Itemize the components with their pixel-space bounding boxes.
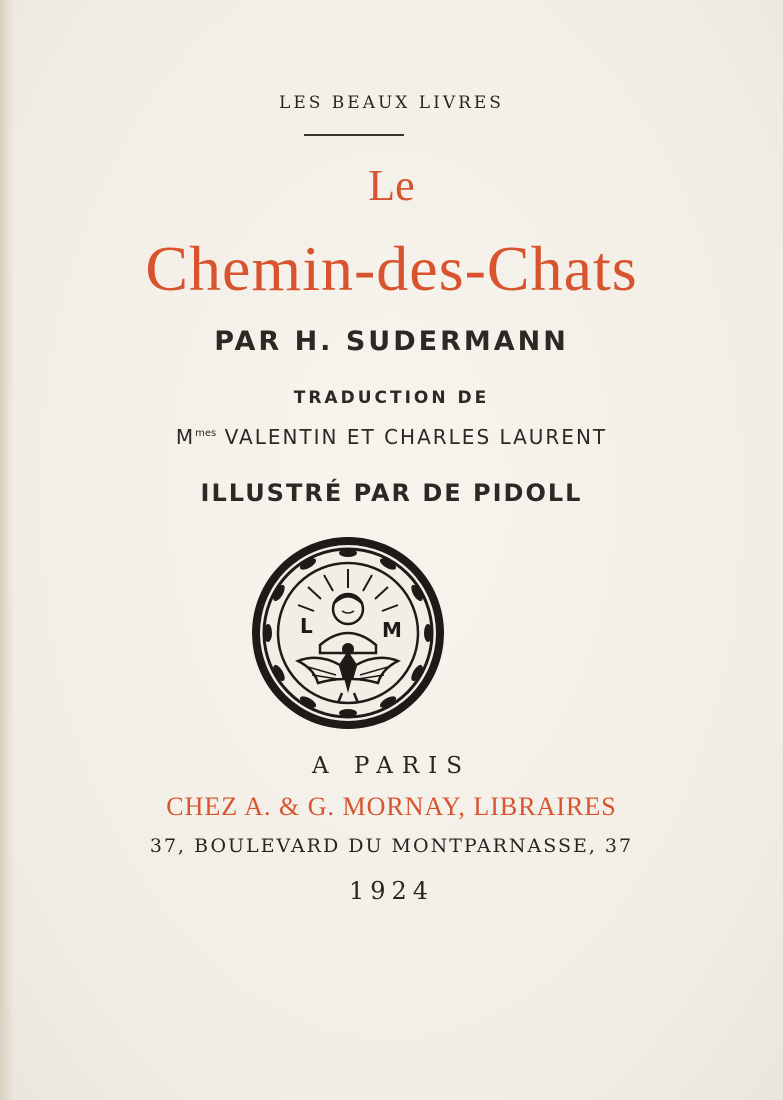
mark-letter-right: M xyxy=(382,618,402,642)
divider-rule xyxy=(304,134,404,136)
title-article: Le xyxy=(368,161,415,210)
translators-line xyxy=(0,425,783,449)
author-line: PAR H. SUDERMANN xyxy=(214,326,569,357)
publisher-mark-emblem xyxy=(248,533,448,733)
illustrator-line: ILLUSTRÉ PAR DE PIDOLL xyxy=(200,479,583,507)
address-line: 37, BOULEVARD DU MONTPARNASSE, 37 xyxy=(149,835,634,857)
book-title: Chemin-des-Chats xyxy=(145,233,638,304)
translators-prefix: M xyxy=(175,425,196,449)
series-name: LES BEAUX LIVRES xyxy=(279,93,504,113)
translators-prefix-sup: mes xyxy=(195,428,217,439)
publisher-line: CHEZ A. & G. MORNAY, LIBRAIRES xyxy=(166,792,617,821)
city-line: A PARIS xyxy=(311,753,472,779)
translation-label: TRADUCTION DE xyxy=(293,388,490,408)
mark-letter-left: L xyxy=(300,614,313,638)
publication-year: 1924 xyxy=(348,877,435,905)
translators-names: VALENTIN ET CHARLES LAURENT xyxy=(224,425,608,449)
